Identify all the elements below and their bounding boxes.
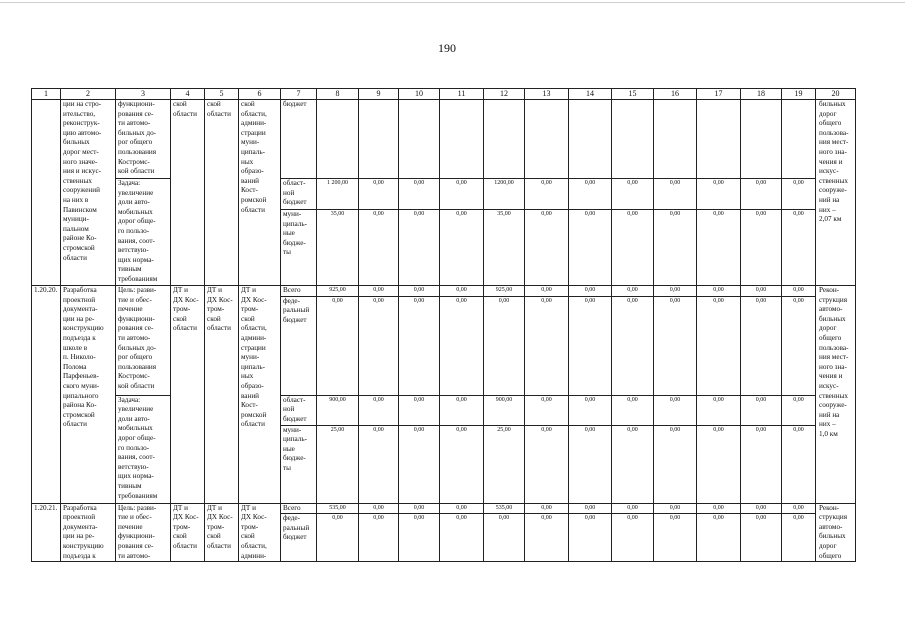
table-row	[32, 286, 856, 297]
funding-value: 0,00	[440, 514, 484, 562]
column-header: 18	[741, 89, 782, 100]
funding-value: 0,00	[612, 514, 654, 562]
funding-value: 0,00	[569, 425, 612, 503]
funding-value: 900,00	[484, 395, 525, 425]
funding-value: 0,00	[525, 210, 569, 286]
funding-value: 0,00	[440, 286, 484, 297]
table-row	[32, 100, 856, 179]
funding-value: 0,00	[569, 179, 612, 210]
participant-cell: ДТ и ДХ Кос- тром- ской области, админи-	[239, 503, 281, 562]
column-number-row	[32, 89, 856, 100]
funding-value: 0,00	[569, 286, 612, 297]
measure-name: Разработка проектной документа- ции на ре- конструкцию подъезда к школе в п. Николо- Полома Парфеньев- ского муни- ципального района Ко- стромской области	[61, 286, 116, 504]
funding-value: 0,00	[440, 296, 484, 395]
funding-value: 0,00	[782, 296, 816, 395]
column-header: 6	[239, 89, 281, 100]
funding-value: 0,00	[359, 286, 399, 297]
funding-value: 0,00	[697, 425, 741, 503]
measure-1-20-20	[32, 286, 856, 504]
funding-value: 0,00	[741, 503, 782, 514]
funding-value: 35,00	[484, 210, 525, 286]
funding-value: 0,00	[399, 286, 440, 297]
funding-value	[440, 100, 484, 179]
budget-table	[31, 88, 856, 562]
executor-cell: ской области	[205, 100, 239, 286]
executor-cell: ДТ и ДХ Кос- тром- ской области	[171, 503, 205, 562]
funding-value	[484, 100, 525, 179]
funding-value: 0,00	[359, 503, 399, 514]
funding-value: 0,00	[741, 210, 782, 286]
funding-value: 925,00	[317, 286, 359, 297]
funding-value: 0,00	[741, 179, 782, 210]
column-header: 2	[61, 89, 116, 100]
funding-value: 1200,00	[484, 179, 525, 210]
measure-name: ции на стро- ительство, реконструк- цию автомо- бильных дорог мест- ного значе- ния и искус- ственных сооружений на них в Павинском муници- пальном районе Ко- стромской области	[61, 100, 116, 286]
column-header: 3	[116, 89, 171, 100]
expected-result: Рекон- струкция автомо- бильных дорог общего	[816, 503, 856, 562]
funding-source: Всего	[281, 286, 317, 297]
funding-value: 0,00	[697, 503, 741, 514]
funding-value: 0,00	[654, 210, 697, 286]
funding-value: 0,00	[399, 179, 440, 210]
funding-value: 0,00	[525, 395, 569, 425]
funding-source: феде- ральный бюджет	[281, 514, 317, 562]
column-header: 10	[399, 89, 440, 100]
funding-value: 0,00	[654, 503, 697, 514]
funding-source: муни- ципаль- ные бюдже- ты	[281, 210, 317, 286]
funding-value: 900,00	[317, 395, 359, 425]
funding-value: 535,00	[484, 503, 525, 514]
table-row	[32, 395, 856, 425]
funding-value: 0,00	[697, 395, 741, 425]
funding-value: 0,00	[440, 395, 484, 425]
funding-value: 0,00	[612, 395, 654, 425]
funding-value: 0,00	[569, 296, 612, 395]
funding-value: 35,00	[317, 210, 359, 286]
funding-value: 0,00	[484, 514, 525, 562]
participant-cell: ДТ и ДХ Кос- тром- ской области, админи- страции муни- ципаль- ных образо- ваний Кост- ромской области	[239, 286, 281, 504]
funding-source: област- ной бюджет	[281, 179, 317, 210]
executor-cell: ской области	[171, 100, 205, 286]
table-row	[32, 179, 856, 210]
funding-value	[359, 100, 399, 179]
funding-value: 0,00	[399, 503, 440, 514]
column-header: 15	[612, 89, 654, 100]
funding-value: 0,00	[654, 179, 697, 210]
funding-value: 0,00	[782, 179, 816, 210]
funding-value: 0,00	[317, 514, 359, 562]
funding-value	[741, 100, 782, 179]
funding-value	[782, 100, 816, 179]
measure-code: 1.20.21.	[32, 503, 61, 562]
funding-value: 0,00	[359, 514, 399, 562]
continuation-block	[32, 100, 856, 286]
column-header: 4	[171, 89, 205, 100]
funding-value	[317, 100, 359, 179]
funding-source: муни- ципаль- ные бюдже- ты	[281, 425, 317, 503]
column-header: 5	[205, 89, 239, 100]
funding-value: 0,00	[399, 210, 440, 286]
executor-cell: ДТ и ДХ Кос- тром- ской области	[205, 286, 239, 504]
column-header: 7	[281, 89, 317, 100]
funding-source: област- ной бюджет	[281, 395, 317, 425]
funding-value: 0,00	[317, 296, 359, 395]
funding-value: 0,00	[525, 296, 569, 395]
funding-value: 0,00	[440, 503, 484, 514]
funding-value: 0,00	[525, 179, 569, 210]
funding-value: 0,00	[569, 503, 612, 514]
funding-value: 0,00	[654, 425, 697, 503]
funding-value	[525, 100, 569, 179]
funding-value: 0,00	[440, 210, 484, 286]
funding-value: 0,00	[654, 514, 697, 562]
funding-value: 0,00	[654, 286, 697, 297]
participant-cell: ской области, админи- страции муни- ципаль- ных образо- ваний Кост- ромской области	[239, 100, 281, 286]
funding-value: 0,00	[697, 514, 741, 562]
column-header: 20	[816, 89, 856, 100]
funding-value: 0,00	[697, 296, 741, 395]
funding-value: 0,00	[399, 514, 440, 562]
goal-cell: Цель: разви- тие и обес- печение функциони- рования се- ти автомо- бильных до- рог общего пользования Костромс- кой области	[116, 286, 171, 396]
funding-value: 0,00	[399, 425, 440, 503]
funding-value: 0,00	[612, 179, 654, 210]
funding-source: Всего	[281, 503, 317, 514]
funding-value: 0,00	[697, 286, 741, 297]
funding-value: 0,00	[782, 425, 816, 503]
funding-value: 25,00	[317, 425, 359, 503]
funding-value: 0,00	[612, 296, 654, 395]
funding-source: бюджет	[281, 100, 317, 179]
funding-value: 0,00	[359, 210, 399, 286]
funding-value: 0,00	[741, 395, 782, 425]
funding-value: 0,00	[525, 514, 569, 562]
funding-value: 0,00	[782, 514, 816, 562]
measure-name: Разработка проектной документа- ции на ре- конструкцию подъезда к	[61, 503, 116, 562]
funding-value: 0,00	[697, 179, 741, 210]
funding-value	[612, 100, 654, 179]
funding-value: 0,00	[782, 503, 816, 514]
funding-source: феде- ральный бюджет	[281, 296, 317, 395]
measure-code: 1.20.20.	[32, 286, 61, 504]
funding-value: 25,00	[484, 425, 525, 503]
funding-value: 1 200,00	[317, 179, 359, 210]
funding-value: 0,00	[359, 425, 399, 503]
task-cell: Задача: увеличение доли авто- мобильных дорог обще- го пользо- вания, соот- ветствую- щих норма- тивным требованиям	[116, 179, 171, 286]
funding-value: 0,00	[525, 503, 569, 514]
funding-value: 0,00	[525, 286, 569, 297]
executor-cell: ДТ и ДХ Кос- тром- ской области	[205, 503, 239, 562]
expected-result: Рекон- струкция автомо- бильных дорог общего пользова- ния мест- ного зна- чения и искус- ственных сооруже- ний на них – 1,0 км	[816, 286, 856, 504]
funding-value	[654, 100, 697, 179]
funding-value: 0,00	[654, 296, 697, 395]
funding-value: 0,00	[399, 395, 440, 425]
column-header: 19	[782, 89, 816, 100]
funding-value: 0,00	[525, 425, 569, 503]
funding-value: 0,00	[654, 395, 697, 425]
column-header: 12	[484, 89, 525, 100]
column-header: 13	[525, 89, 569, 100]
funding-value: 0,00	[741, 296, 782, 395]
funding-value: 0,00	[484, 296, 525, 395]
funding-value	[569, 100, 612, 179]
column-header: 17	[697, 89, 741, 100]
funding-value: 0,00	[612, 210, 654, 286]
funding-value	[697, 100, 741, 179]
task-cell: Задача: увеличение доли авто- мобильных дорог обще- го пользо- вания, соот- ветствую- щих норма- тивным требованиям	[116, 395, 171, 503]
page-number: 190	[438, 41, 456, 55]
funding-value: 925,00	[484, 286, 525, 297]
funding-value: 0,00	[697, 210, 741, 286]
column-header: 14	[569, 89, 612, 100]
goal-cell: Цель: разви- тие и обес- печение функциони- рования се- ти автомо-	[116, 503, 171, 562]
column-header: 11	[440, 89, 484, 100]
funding-value: 535,00	[317, 503, 359, 514]
funding-value: 0,00	[359, 296, 399, 395]
column-header: 9	[359, 89, 399, 100]
funding-value: 0,00	[569, 210, 612, 286]
measure-code	[32, 100, 61, 286]
funding-value: 0,00	[359, 395, 399, 425]
funding-value: 0,00	[782, 210, 816, 286]
funding-value: 0,00	[741, 286, 782, 297]
funding-value: 0,00	[359, 179, 399, 210]
column-header: 8	[317, 89, 359, 100]
executor-cell: ДТ и ДХ Кос- тром- ской области	[171, 286, 205, 504]
column-header: 1	[32, 89, 61, 100]
funding-value	[399, 100, 440, 179]
funding-value: 0,00	[782, 286, 816, 297]
funding-value: 0,00	[741, 514, 782, 562]
funding-value: 0,00	[399, 296, 440, 395]
table-row	[32, 503, 856, 514]
expected-result: бильных дорог общего пользова- ния мест- ного зна- чения и искус- ственных сооруже- ний на них – 2,07 км	[816, 100, 856, 286]
measure-1-20-21	[32, 503, 856, 562]
funding-value: 0,00	[612, 286, 654, 297]
funding-value: 0,00	[569, 395, 612, 425]
column-header: 16	[654, 89, 697, 100]
funding-value: 0,00	[612, 503, 654, 514]
funding-value: 0,00	[440, 425, 484, 503]
funding-value: 0,00	[612, 425, 654, 503]
page-top-edge	[0, 2, 905, 3]
funding-value: 0,00	[782, 395, 816, 425]
goal-cell: функциони- рования се- ти автомо- бильных до- рог общего пользования Костромс- кой области	[116, 100, 171, 179]
funding-value: 0,00	[440, 179, 484, 210]
funding-value: 0,00	[741, 425, 782, 503]
funding-value: 0,00	[569, 514, 612, 562]
